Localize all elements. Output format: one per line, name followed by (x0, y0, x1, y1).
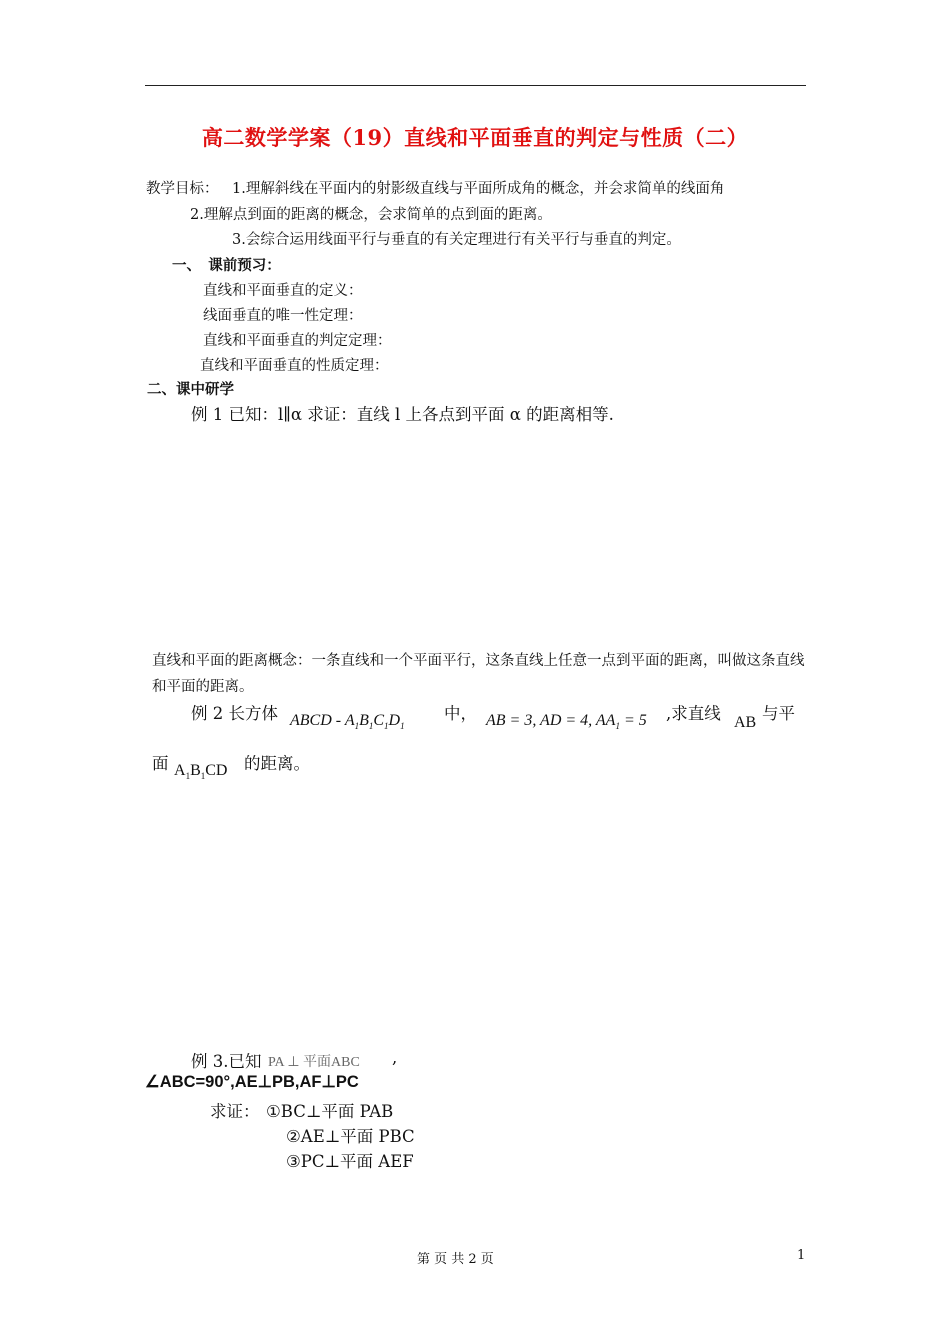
example-2-plane-word: 面 (152, 754, 169, 773)
example-2-with-plane: 与平 (762, 704, 795, 723)
preview-line-2: 线面垂直的唯一性定理： (203, 308, 363, 324)
header-rule (145, 85, 806, 86)
objectives-label: 教学目标： (146, 181, 219, 197)
example-2-line-ab: AB (734, 714, 757, 731)
example-3-prefix: 例 3.已知 (191, 1052, 262, 1071)
distance-definition: 直线和平面的距离概念：一条直线和一个平面平行，这条直线上任意一点到平面的距离，叫做这条直线和平面的距离。 (152, 653, 805, 695)
example-2-mid: 中， (444, 704, 477, 723)
preview-line-1: 直线和平面垂直的定义： (203, 283, 363, 299)
example-2-box: ABCD - $A_1B_1C_1D_1$ (290, 712, 405, 731)
example-3-prove-3: ③PC⊥平面 AEF (286, 1152, 414, 1171)
objective-3: 3.会综合运用线面平行与垂直的有关定理进行有关平行与垂直的判定。 (232, 232, 681, 248)
section2-heading: 二、课中研学 (147, 381, 234, 398)
page-title: 高二数学学案（19）直线和平面垂直的判定与性质（二） (201, 125, 749, 150)
example-1: 例 1 已知：l∥α 求证：直线 l 上各点到平面 α 的距离相等. (191, 405, 614, 424)
preview-line-3: 直线和平面垂直的判定定理： (203, 333, 392, 349)
objective-2: 2.理解点到面的距离的概念，会求简单的点到面的距离。 (190, 207, 552, 223)
example-2-ask: ,求直线 (666, 704, 721, 723)
example-2-plane: $A_1B_1CD$ (174, 762, 228, 781)
example-3-prove-label: 求证： (210, 1102, 260, 1121)
example-2-suffix: 的距离。 (244, 754, 310, 773)
objective-1: 1.理解斜线在平面内的射影级直线与平面所成角的概念，并会求简单的线面角 (232, 181, 725, 197)
example-3-pa: PA ⊥ 平面ABC (268, 1055, 360, 1070)
example-3-prove-2: ②AE⊥平面 PBC (286, 1127, 415, 1146)
footer-page-count: 第 页 共 2 页 (417, 1252, 494, 1267)
footer-page-number: 1 (797, 1248, 806, 1263)
example-3-comma: , (392, 1048, 398, 1067)
preview-line-4: 直线和平面垂直的性质定理： (200, 358, 389, 374)
example-2-prefix: 例 2 长方体 (191, 704, 278, 723)
section1-heading: 一、 课前预习： (172, 257, 281, 274)
example-2-condition: AB = 3, AD = 4, $AA_1 = 5$ (486, 712, 647, 731)
example-3-condition: ∠ABC=90°,AE⊥PB,AF⊥PC (145, 1073, 359, 1091)
example-3-prove-1: ①BC⊥平面 PAB (266, 1102, 394, 1121)
